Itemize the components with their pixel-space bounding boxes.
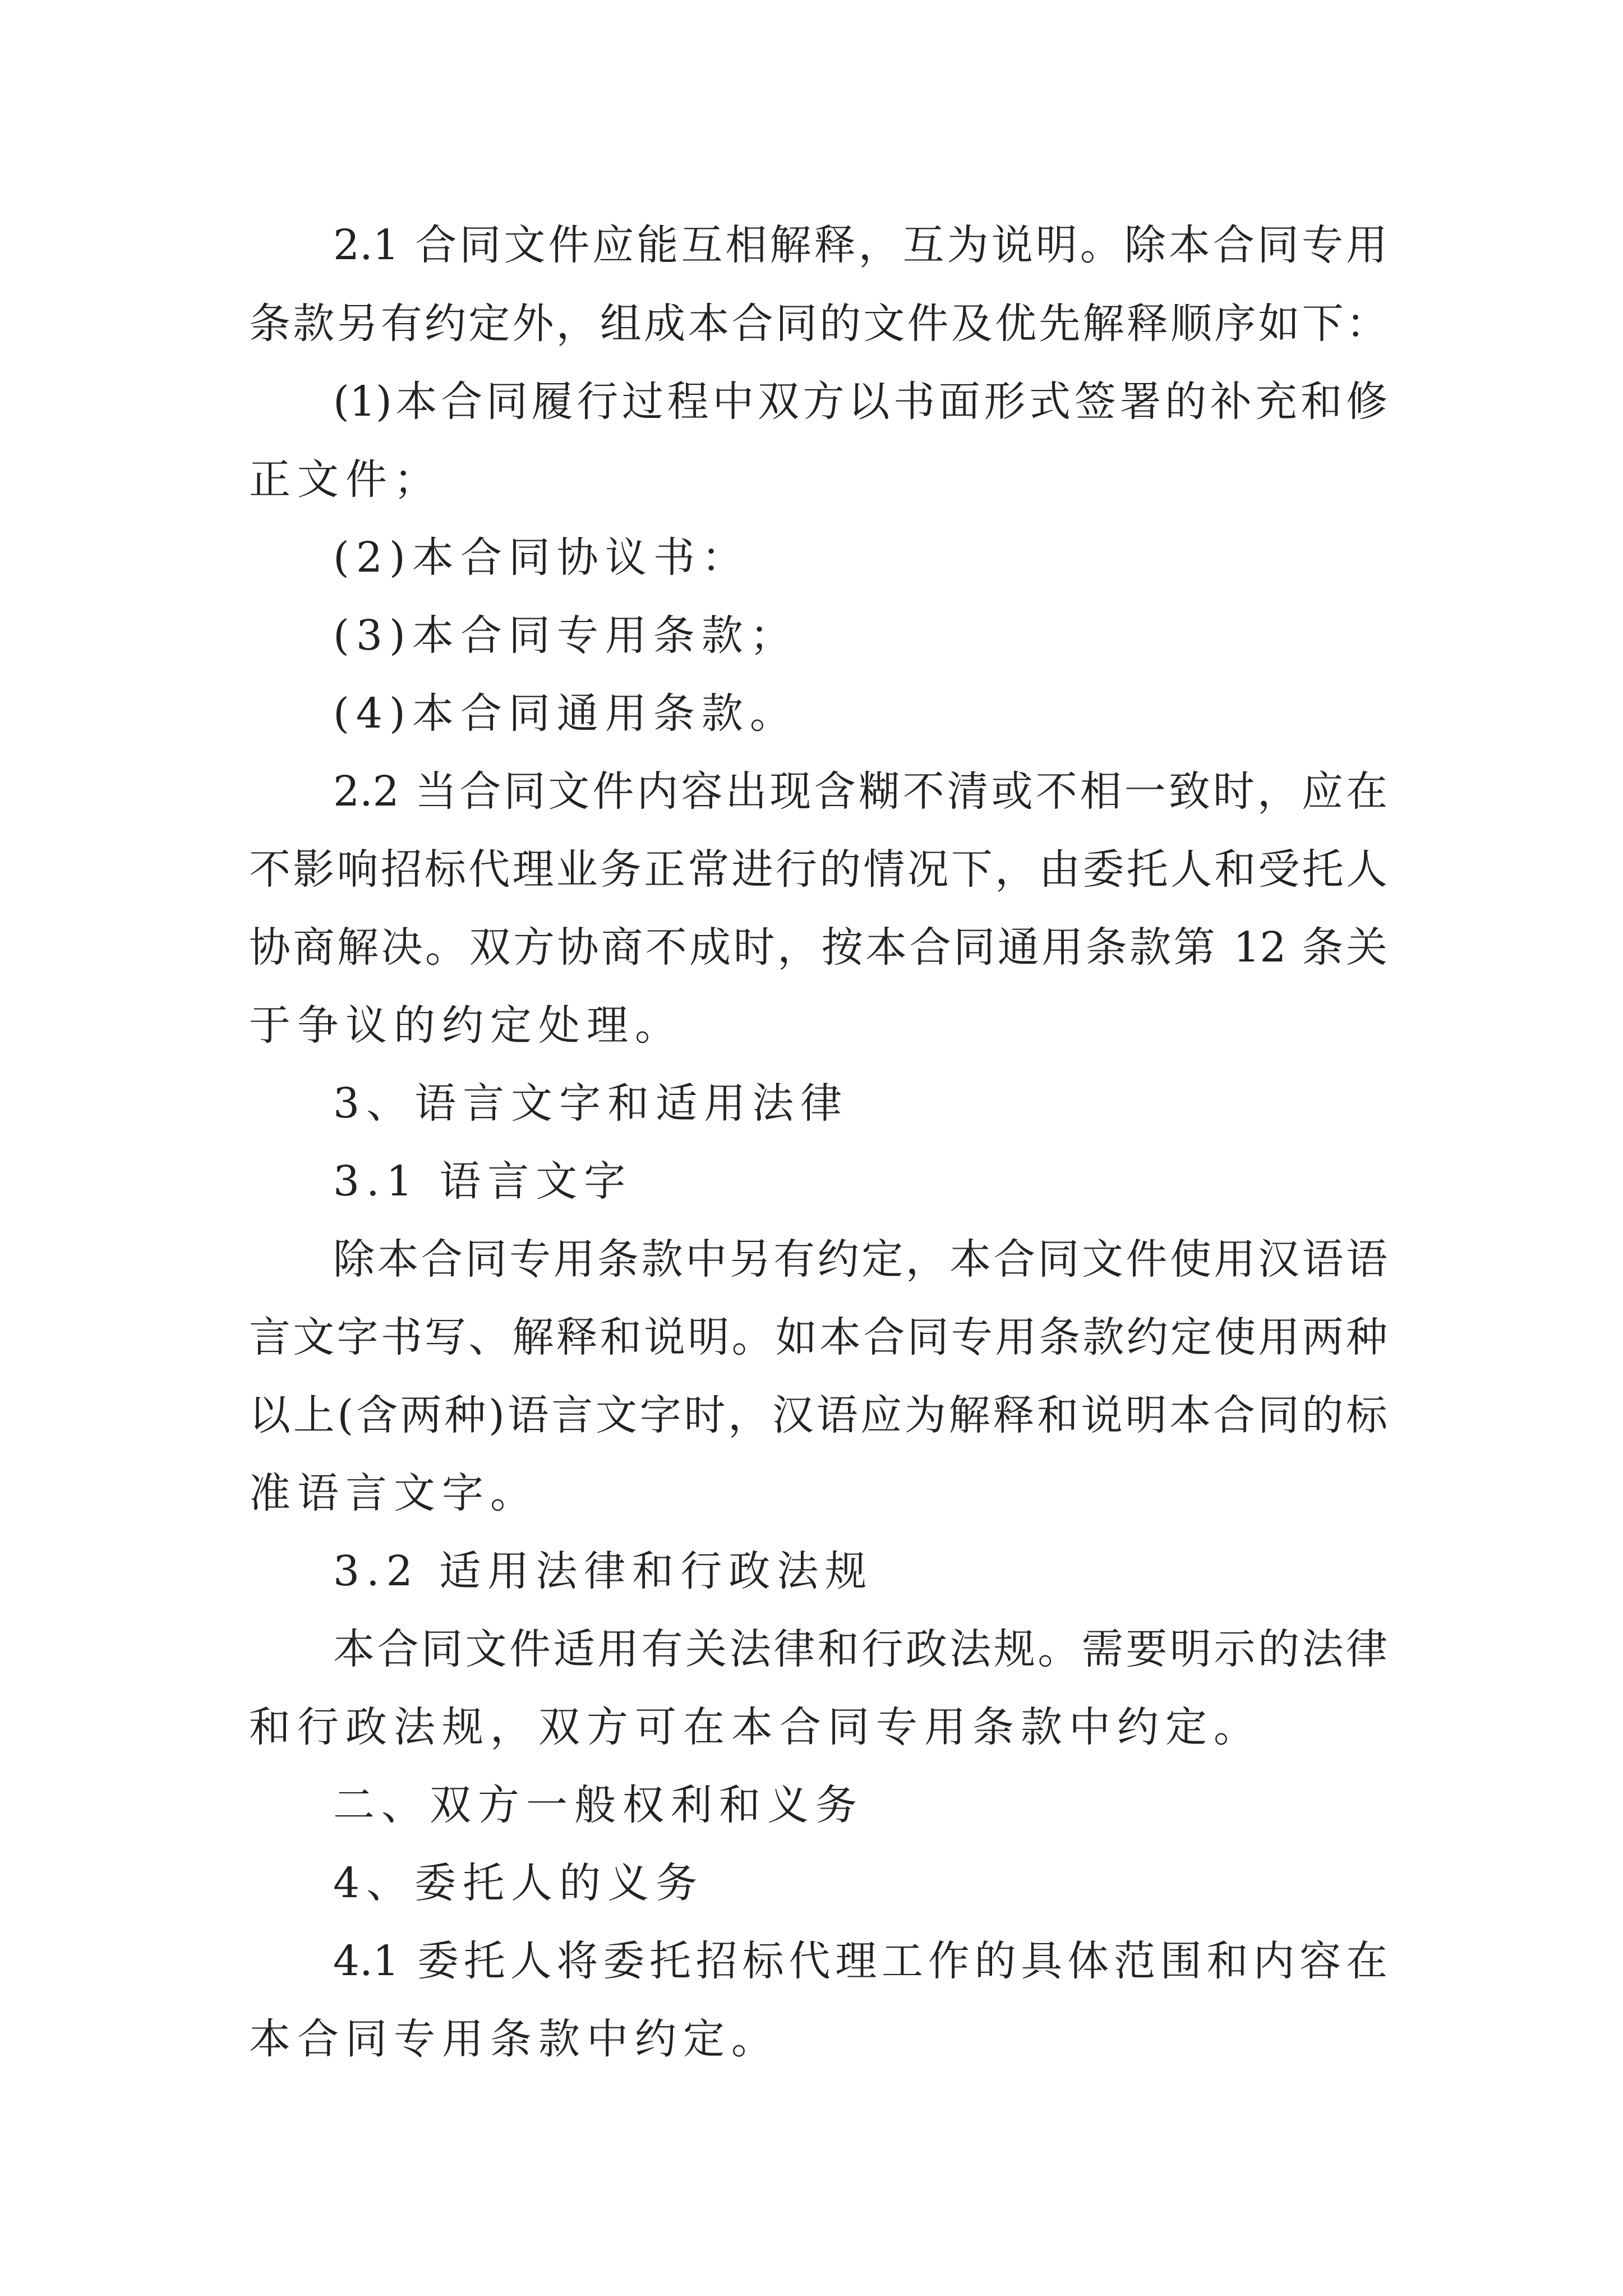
paragraph-3-2-line-1: 本合同文件适用有关法律和行政法规。需要明示的法律 bbox=[333, 1625, 1387, 1673]
list-item-3: (3)本合同专用条款； bbox=[333, 611, 798, 660]
paragraph-2-2-line-2: 不影响招标代理业务正常进行的情况下，由委托人和受托人 bbox=[249, 845, 1387, 894]
section-3-heading: 3、语言文字和适用法律 bbox=[333, 1079, 849, 1128]
section-3-1-heading: 3.1 语言文字 bbox=[333, 1157, 633, 1205]
paragraph-4-1-line-1: 4.1 委托人将委托招标代理工作的具体范围和内容在 bbox=[333, 1937, 1387, 1985]
paragraph-2-1-line-1: 2.1 合同文件应能互相解释，互为说明。除本合同专用 bbox=[333, 221, 1387, 269]
list-item-1-line-2: 正文件； bbox=[249, 455, 442, 504]
paragraph-4-1-line-2: 本合同专用条款中约定。 bbox=[249, 2015, 780, 2063]
paragraph-2-2-line-1: 2.2 当合同文件内容出现含糊不清或不相一致时，应在 bbox=[333, 767, 1387, 816]
paragraph-2-2-line-3: 协商解决。双方协商不成时，按本合同通用条款第 12 条关 bbox=[249, 923, 1387, 972]
chapter-2-heading: 二、双方一般权利和义务 bbox=[333, 1781, 864, 1829]
paragraph-3-2-line-2: 和行政法规，双方可在本合同专用条款中约定。 bbox=[249, 1703, 1262, 1751]
list-item-2: (2)本合同协议书： bbox=[333, 533, 750, 582]
paragraph-3-1-line-2: 言文字书写、解释和说明。如本合同专用条款约定使用两种 bbox=[249, 1313, 1387, 1361]
list-item-4: (4)本合同通用条款。 bbox=[333, 689, 798, 738]
paragraph-3-1-line-3: 以上(含两种)语言文字时，汉语应为解释和说明本合同的标 bbox=[249, 1391, 1387, 1439]
paragraph-3-1-line-4: 准语言文字。 bbox=[249, 1469, 538, 1517]
section-4-heading: 4、委托人的义务 bbox=[333, 1859, 704, 1907]
section-3-2-heading: 3.2 适用法律和行政法规 bbox=[333, 1547, 874, 1595]
paragraph-2-2-line-4: 于争议的约定处理。 bbox=[249, 1001, 683, 1050]
list-item-1-line-1: (1)本合同履行过程中双方以书面形式签署的补充和修 bbox=[333, 378, 1387, 426]
paragraph-2-1-line-2: 条款另有约定外，组成本合同的文件及优先解释顺序如下： bbox=[249, 300, 1387, 348]
paragraph-3-1-line-1: 除本合同专用条款中另有约定，本合同文件使用汉语语 bbox=[333, 1235, 1387, 1283]
